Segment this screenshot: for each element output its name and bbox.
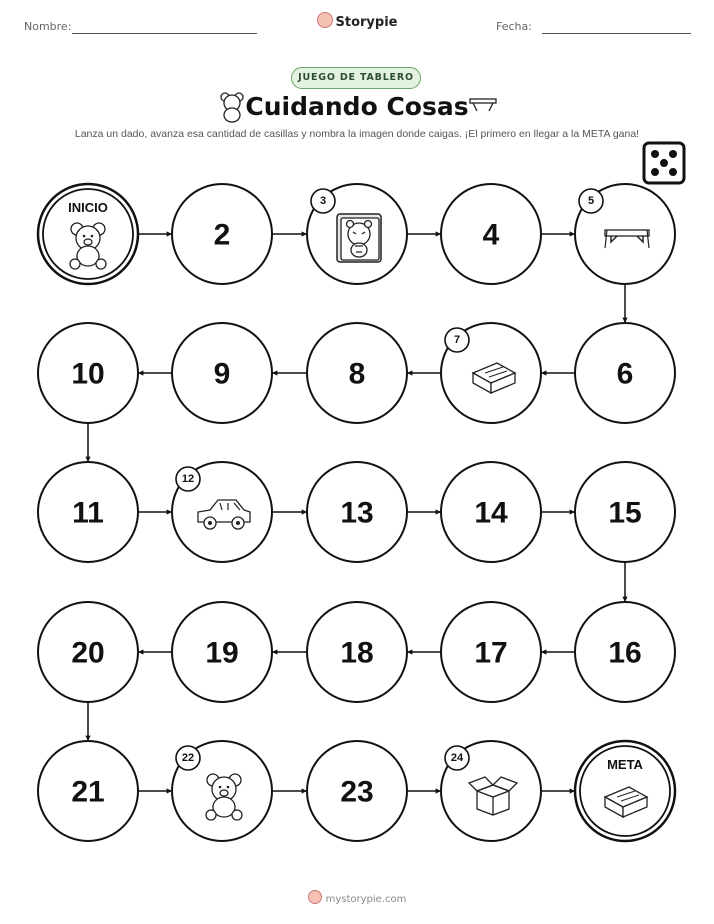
storypie-footer-logo-icon — [308, 890, 322, 904]
title-shelf-icon — [470, 99, 496, 111]
space-number: 16 — [608, 636, 642, 670]
board-space-1 — [38, 184, 138, 284]
board-space-2 — [172, 184, 272, 284]
space-number: 22 — [181, 752, 195, 764]
board-space-24 — [441, 741, 541, 841]
tiger-book-icon — [337, 214, 381, 262]
dice-icon — [644, 143, 684, 183]
space-number: 11 — [72, 496, 104, 530]
space-number: 8 — [348, 357, 366, 391]
space-number: 15 — [608, 496, 642, 530]
space-number: 24 — [450, 752, 464, 764]
board-space-8 — [307, 323, 407, 423]
dice-pip — [669, 150, 677, 158]
board-space-5 — [575, 184, 675, 284]
space-number: 10 — [71, 357, 105, 391]
dice-pip — [669, 168, 677, 176]
space-number: 3 — [319, 195, 327, 207]
dice-pip — [660, 159, 668, 167]
space-number: 21 — [71, 775, 105, 809]
board-space-16 — [575, 602, 675, 702]
goal-label: META — [607, 757, 643, 772]
date-label: Fecha: — [496, 20, 532, 33]
board-space-12 — [172, 462, 272, 562]
instructions: Lanza un dado, avanza esa cantidad de casillas y nombra la imagen donde caigas. ¡El primero en llegar a la META gana! — [74, 128, 640, 140]
space-number: 2 — [213, 218, 231, 252]
board-space-18 — [307, 602, 407, 702]
board-space-14 — [441, 462, 541, 562]
space-number: 7 — [453, 334, 461, 346]
page-title: Cuidando Cosas — [245, 92, 469, 121]
board-space-19 — [172, 602, 272, 702]
board-space-3 — [307, 184, 407, 284]
footer-url: mystorypie.com — [325, 894, 407, 905]
board-space-17 — [441, 602, 541, 702]
board-space-13 — [307, 462, 407, 562]
game-type-badge: JUEGO DE TABLERO — [291, 67, 421, 89]
board-space-9 — [172, 323, 272, 423]
space-number: 13 — [340, 496, 374, 530]
dice-pip — [651, 168, 659, 176]
space-number: 6 — [616, 357, 634, 391]
brand-name: Storypie — [335, 15, 398, 30]
space-number: 12 — [181, 473, 195, 485]
board-space-10 — [38, 323, 138, 423]
board-space-22 — [172, 741, 272, 841]
board-space-20 — [38, 602, 138, 702]
space-number: 14 — [474, 496, 508, 530]
start-label: INICIO — [68, 200, 108, 215]
board-space-7 — [441, 323, 541, 423]
space-number: 18 — [340, 636, 374, 670]
name-label: Nombre: — [24, 20, 72, 33]
space-number: 19 — [205, 636, 239, 670]
board-space-21 — [38, 741, 138, 841]
space-number: 17 — [474, 636, 508, 670]
space-number: 9 — [213, 357, 231, 391]
space-number: 5 — [587, 195, 595, 207]
board-space-4 — [441, 184, 541, 284]
board-space-15 — [575, 462, 675, 562]
dice-pip — [651, 150, 659, 158]
board-space-25 — [575, 741, 675, 841]
board-space-23 — [307, 741, 407, 841]
title-teddy-icon — [221, 93, 243, 122]
footer — [0, 890, 714, 905]
space-number: 23 — [340, 775, 374, 809]
space-number: 4 — [482, 218, 500, 252]
space-number: 20 — [71, 636, 105, 670]
board-space-6 — [575, 323, 675, 423]
board-space-11 — [38, 462, 138, 562]
